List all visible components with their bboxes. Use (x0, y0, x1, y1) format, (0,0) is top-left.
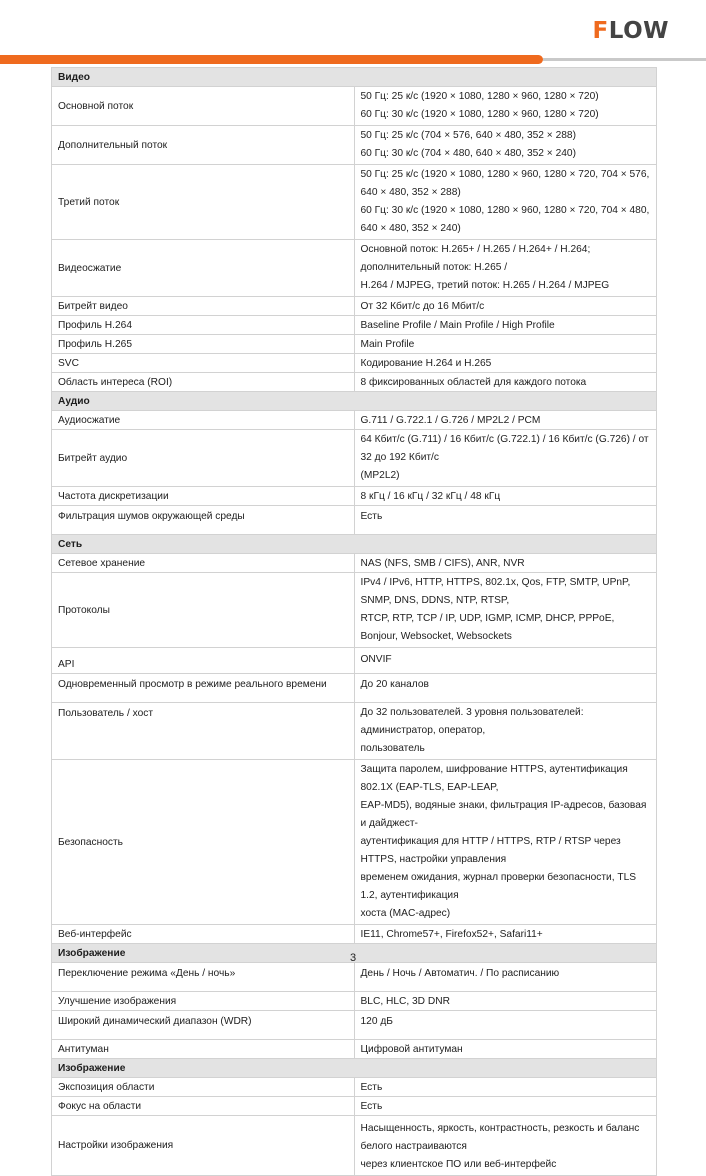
flow-logo (593, 18, 669, 44)
logo-f-letter: F (592, 18, 609, 44)
spec-value-line: Есть (360, 511, 383, 522)
spec-value-line: IPv4 / IPv6, HTTP, HTTPS, 802.1x, Qos, FTP, SMTP, UPnP, SNMP, DNS, DDNS, NTP, RTSP, (360, 577, 631, 606)
spec-value (354, 1116, 657, 1176)
spec-value-line: (MP2L2) (360, 470, 400, 481)
spec-row (52, 316, 657, 335)
section-title: Изображение (52, 944, 657, 963)
spec-row (52, 430, 657, 487)
spec-value-line: От 32 Кбит/с до 16 Мбит/с (360, 300, 485, 312)
spec-key: Одновременный просмотр в режиме реального времени (52, 674, 355, 703)
spec-row (52, 674, 657, 703)
spec-key: Битрейт аудио (52, 430, 355, 487)
spec-table (51, 67, 657, 1176)
spec-value-line: хоста (MAC-адрес) (360, 908, 451, 919)
spec-value (354, 430, 657, 487)
spec-value (354, 487, 657, 506)
spec-key: Третий поток (52, 165, 355, 240)
spec-key: Видеосжатие (52, 240, 355, 297)
spec-value (354, 297, 657, 316)
spec-key: Основной поток (52, 87, 355, 126)
spec-row (52, 648, 657, 674)
spec-row (52, 335, 657, 354)
spec-key: Частота дискретизации (52, 487, 355, 506)
spec-value-line: 8 кГц / 16 кГц / 32 кГц / 48 кГц (360, 490, 501, 502)
spec-value-line: через клиентское ПО или веб-интерфейс (360, 1159, 557, 1170)
spec-value (354, 240, 657, 297)
spec-row (52, 760, 657, 925)
spec-value-line: 8 фиксированных областей для каждого потока (360, 376, 587, 388)
spec-value (354, 674, 657, 703)
spec-value-line: пользователь (360, 743, 425, 754)
spec-row (52, 1097, 657, 1116)
spec-value-line: IE11, Chrome57+, Firefox52+, Safari11+ (360, 928, 543, 940)
section-title: Сеть (52, 535, 657, 554)
spec-value (354, 87, 657, 126)
spec-value (354, 963, 657, 992)
spec-row (52, 554, 657, 573)
spec-value-line: Основной поток: H.265+ / H.265 / H.264+ / H.264; дополнительный поток: H.265 / (360, 244, 591, 273)
spec-value (354, 335, 657, 354)
spec-value-line: ONVIF (360, 654, 392, 665)
section-header-row (52, 68, 657, 87)
spec-row (52, 703, 657, 760)
spec-value (354, 1097, 657, 1116)
spec-key: Протоколы (52, 573, 355, 648)
section-title: Изображение (52, 1059, 657, 1078)
spec-key: Фокус на области (52, 1097, 355, 1116)
section-header-row (52, 392, 657, 411)
section-header-row (52, 535, 657, 554)
spec-value-line: Кодирование H.264 и H.265 (360, 357, 492, 369)
spec-key: Профиль H.265 (52, 335, 355, 354)
spec-key: Пользователь / хост (52, 703, 355, 760)
spec-value-line: временем ожидания, журнал проверки безопасности, TLS 1.2, аутентификация (360, 872, 637, 901)
spec-key: Фильтрация шумов окружающей среды (52, 506, 355, 535)
spec-value-line: 60 Гц: 30 к/с (1920 × 1080, 1280 × 960, 1280 × 720, 704 × 480, 640 × 480, 352 × 240) (360, 205, 650, 234)
spec-key: Веб-интерфейс (52, 925, 355, 944)
spec-value-line: 120 дБ (360, 1016, 393, 1027)
section-title: Аудио (52, 392, 657, 411)
spec-value-line: До 20 каналов (360, 679, 429, 690)
spec-value-line: BLC, HLC, 3D DNR (360, 995, 450, 1007)
spec-row (52, 1011, 657, 1040)
spec-key: Область интереса (ROI) (52, 373, 355, 392)
spec-value-line: 60 Гц: 30 к/с (704 × 480, 640 × 480, 352 × 240) (360, 148, 576, 159)
spec-value (354, 411, 657, 430)
spec-row (52, 573, 657, 648)
spec-value-line: Насыщенность, яркость, контрастность, резкость и баланс белого настраиваются (360, 1123, 640, 1152)
spec-value-line: H.264 / MJPEG, третий поток: H.265 / H.264 / MJPEG (360, 280, 610, 291)
spec-value-line: До 32 пользователей. 3 уровня пользователей: администратор, оператор, (360, 707, 584, 736)
spec-key: Сетевое хранение (52, 554, 355, 573)
spec-value (354, 506, 657, 535)
spec-value-line: Main Profile (360, 338, 415, 350)
spec-row (52, 506, 657, 535)
spec-row (52, 354, 657, 373)
spec-value-line: G.711 / G.722.1 / G.726 / MP2L2 / PCM (360, 414, 541, 426)
spec-value-line: Цифровой антитуман (360, 1043, 463, 1055)
spec-key: Широкий динамический диапазон (WDR) (52, 1011, 355, 1040)
spec-value-line: NAS (NFS, SMB / CIFS), ANR, NVR (360, 557, 525, 569)
spec-row (52, 1116, 657, 1176)
spec-value (354, 316, 657, 335)
spec-row (52, 925, 657, 944)
spec-value-line: День / Ночь / Автоматич. / По расписанию (360, 968, 560, 979)
spec-value (354, 126, 657, 165)
spec-value-line: Защита паролем, шифрование HTTPS, аутентификация 802.1X (EAP-TLS, EAP-LEAP, (360, 764, 628, 793)
spec-value-line: RTCP, RTP, TCP / IP, UDP, IGMP, ICMP, DHCP, PPPoE, Bonjour, Websocket, Websockets (360, 613, 615, 642)
logo-rest-letters: LOW (608, 18, 669, 44)
spec-value (354, 648, 657, 674)
spec-value-line: 64 Кбит/с (G.711) / 16 Кбит/с (G.722.1) / 16 Кбит/с (G.726) / от 32 до 192 Кбит/с (360, 434, 649, 463)
spec-row (52, 240, 657, 297)
spec-row (52, 373, 657, 392)
spec-value-line: 50 Гц: 25 к/с (1920 × 1080, 1280 × 960, 1280 × 720) (360, 91, 599, 102)
spec-key: Профиль H.264 (52, 316, 355, 335)
spec-key: Безопасность (52, 760, 355, 925)
spec-value-line: 50 Гц: 25 к/с (1920 × 1080, 1280 × 960, 1280 × 720, 704 × 576, 640 × 480, 352 × 288) (360, 169, 650, 198)
spec-value-line: аутентификация для HTTP / HTTPS, RTP / RTSP через HTTPS, настройки управления (360, 836, 621, 865)
spec-table-body (52, 68, 657, 1176)
spec-row (52, 297, 657, 316)
spec-key: Антитуман (52, 1040, 355, 1059)
spec-value (354, 925, 657, 944)
section-title: Видео (52, 68, 657, 87)
page-number: 3 (349, 952, 357, 964)
spec-value (354, 373, 657, 392)
spec-value (354, 354, 657, 373)
spec-value (354, 760, 657, 925)
spec-key: Настройки изображения (52, 1116, 355, 1176)
header-gray-line (543, 58, 706, 61)
spec-row (52, 411, 657, 430)
spec-key: API (52, 648, 355, 674)
spec-value-line: Baseline Profile / Main Profile / High Profile (360, 319, 555, 331)
spec-row (52, 87, 657, 126)
spec-row (52, 126, 657, 165)
spec-value (354, 1011, 657, 1040)
spec-value (354, 573, 657, 648)
spec-key: Дополнительный поток (52, 126, 355, 165)
spec-value-line: EAP-MD5), водяные знаки, фильтрация IP-адресов, базовая и дайджест- (360, 800, 647, 829)
spec-key: Аудиосжатие (52, 411, 355, 430)
spec-row (52, 1040, 657, 1059)
spec-value (354, 554, 657, 573)
spec-key: Переключение режима «День / ночь» (52, 963, 355, 992)
spec-row (52, 992, 657, 1011)
section-header-row (52, 1059, 657, 1078)
spec-value-line: Есть (360, 1081, 383, 1093)
spec-value (354, 1040, 657, 1059)
spec-value (354, 992, 657, 1011)
spec-key: SVC (52, 354, 355, 373)
spec-row (52, 963, 657, 992)
spec-value-line: 50 Гц: 25 к/с (704 × 576, 640 × 480, 352 × 288) (360, 130, 576, 141)
spec-key: Битрейт видео (52, 297, 355, 316)
spec-row (52, 165, 657, 240)
spec-value (354, 1078, 657, 1097)
spec-value (354, 703, 657, 760)
spec-key: Экспозиция области (52, 1078, 355, 1097)
spec-key: Улучшение изображения (52, 992, 355, 1011)
spec-value-line: 60 Гц: 30 к/с (1920 × 1080, 1280 × 960, 1280 × 720) (360, 109, 599, 120)
spec-row (52, 487, 657, 506)
header-orange-bar (0, 55, 543, 64)
spec-value-line: Есть (360, 1100, 383, 1112)
spec-value (354, 165, 657, 240)
spec-row (52, 1078, 657, 1097)
